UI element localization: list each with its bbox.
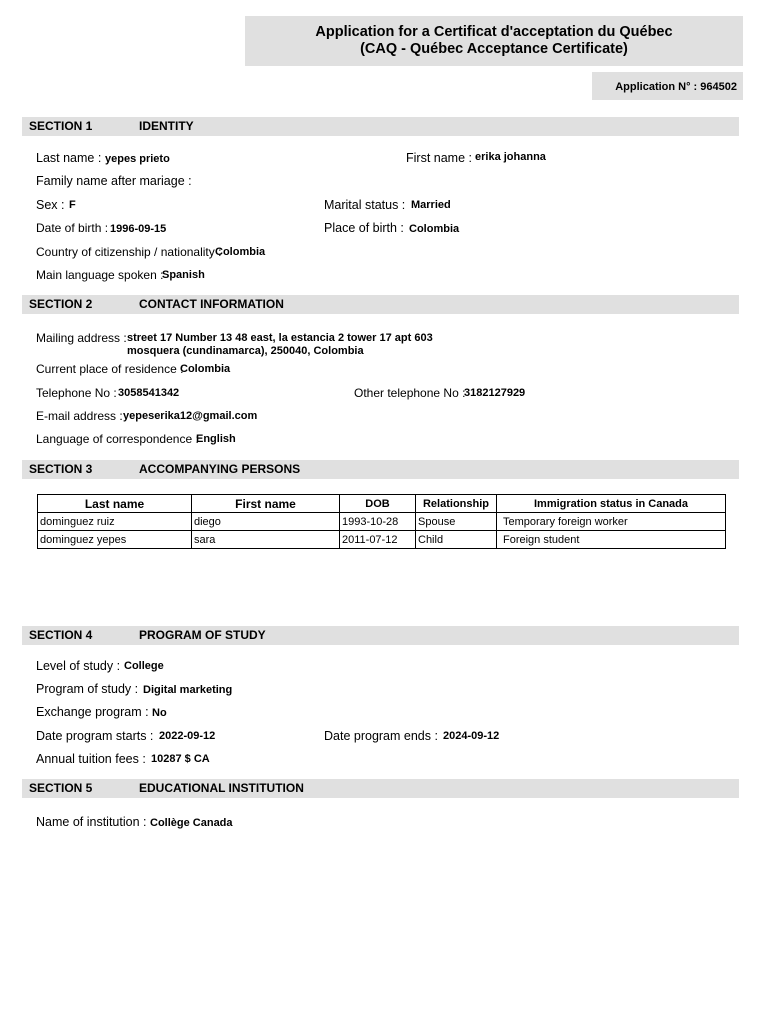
sex-label: Sex : (36, 198, 65, 212)
tuition-fees-value: 10287 $ CA (151, 753, 210, 765)
exchange-program-label: Exchange program : (36, 705, 149, 719)
section-1-header (22, 117, 739, 136)
table-cell: dominguez yepes (38, 531, 192, 549)
sex-value: F (69, 199, 76, 211)
date-program-starts-value: 2022-09-12 (159, 730, 216, 742)
program-of-study-value: Digital marketing (143, 684, 233, 696)
table-header-row (38, 495, 726, 513)
table-cell: Spouse (416, 513, 497, 531)
institution-value: Collège Canada (150, 817, 233, 829)
mailing-address-line-1: street 17 Number 13 48 east, la estancia 2 tower 17 apt 603 (127, 332, 433, 344)
email-value: yepeserika12@gmail.com (123, 410, 258, 422)
citizenship-value: Colombia (215, 246, 266, 258)
section-title: IDENTITY (139, 119, 194, 133)
marital-status-value: Married (411, 199, 451, 211)
column-header-relationship: Relationship (416, 495, 497, 513)
column-header-last-name: Last name (38, 495, 192, 513)
section-title: EDUCATIONAL INSTITUTION (139, 781, 304, 795)
first-name-value: erika johanna (475, 151, 546, 163)
section-2-header (22, 295, 739, 314)
family-name-label: Family name after mariage : (36, 174, 192, 188)
table-cell: Foreign student (497, 531, 726, 549)
date-program-ends-value: 2024-09-12 (443, 730, 500, 742)
level-of-study-value: College (124, 660, 164, 672)
correspondence-language-value: English (196, 433, 236, 445)
table-cell: 1993-10-28 (340, 513, 416, 531)
table-cell: dominguez ruiz (38, 513, 192, 531)
section-number: SECTION 1 (29, 119, 93, 133)
institution-label: Name of institution : (36, 815, 147, 829)
section-title: CONTACT INFORMATION (139, 297, 284, 311)
residence-value: Colombia (180, 363, 231, 375)
document-title (245, 16, 743, 66)
section-number: SECTION 2 (29, 297, 93, 311)
section-number: SECTION 3 (29, 462, 93, 476)
section-title: ACCOMPANYING PERSONS (139, 462, 301, 476)
last-name-label: Last name : (36, 151, 102, 165)
table-cell: Child (416, 531, 497, 549)
dob-value: 1996-09-15 (110, 223, 167, 235)
accompanying-persons-table (37, 494, 726, 549)
last-name-value: yepes prieto (105, 153, 170, 165)
exchange-program-value: No (152, 707, 167, 719)
section-title: PROGRAM OF STUDY (139, 628, 266, 642)
tuition-fees-label: Annual tuition fees : (36, 752, 146, 766)
marital-status-label: Marital status : (324, 198, 406, 212)
title-line-2: (CAQ - Québec Acceptance Certificate) (360, 41, 628, 57)
other-telephone-value: 3182127929 (464, 387, 526, 399)
correspondence-language-label: Language of correspondence : (36, 432, 199, 446)
first-name-label: First name : (406, 151, 472, 165)
table-row (38, 513, 726, 531)
mailing-address-label: Mailing address : (36, 331, 127, 345)
language-label: Main language spoken : (36, 268, 164, 282)
table-cell: sara (192, 531, 340, 549)
section-4-header (22, 626, 739, 645)
pob-label: Place of birth : (324, 221, 404, 235)
email-label: E-mail address : (36, 409, 123, 423)
level-of-study-label: Level of study : (36, 659, 121, 673)
column-header-dob: DOB (340, 495, 416, 513)
section-3-header (22, 460, 739, 479)
table-row (38, 531, 726, 549)
section-number: SECTION 4 (29, 628, 93, 642)
section-5-header (22, 779, 739, 798)
language-value: Spanish (162, 269, 205, 281)
column-header-immigration-status: Immigration status in Canada (497, 495, 726, 513)
application-number: Application N° : 964502 (592, 72, 743, 100)
other-telephone-label: Other telephone No : (354, 386, 466, 400)
table-cell: diego (192, 513, 340, 531)
date-program-ends-label: Date program ends : (324, 729, 438, 743)
section-number: SECTION 5 (29, 781, 93, 795)
pob-value: Colombia (409, 223, 460, 235)
title-line-1: Application for a Certificat d'acceptation du Québec (315, 24, 673, 40)
table-cell: Temporary foreign worker (497, 513, 726, 531)
date-program-starts-label: Date program starts : (36, 729, 154, 743)
citizenship-label: Country of citizenship / nationality : (36, 245, 222, 259)
dob-label: Date of birth : (36, 221, 109, 235)
telephone-label: Telephone No : (36, 386, 117, 400)
mailing-address-line-2: mosquera (cundinamarca), 250040, Colombia (127, 345, 364, 357)
table-cell: 2011-07-12 (340, 531, 416, 549)
residence-label: Current place of residence : (36, 362, 184, 376)
program-of-study-label: Program of study : (36, 682, 139, 696)
telephone-value: 3058541342 (118, 387, 180, 399)
column-header-first-name: First name (192, 495, 340, 513)
